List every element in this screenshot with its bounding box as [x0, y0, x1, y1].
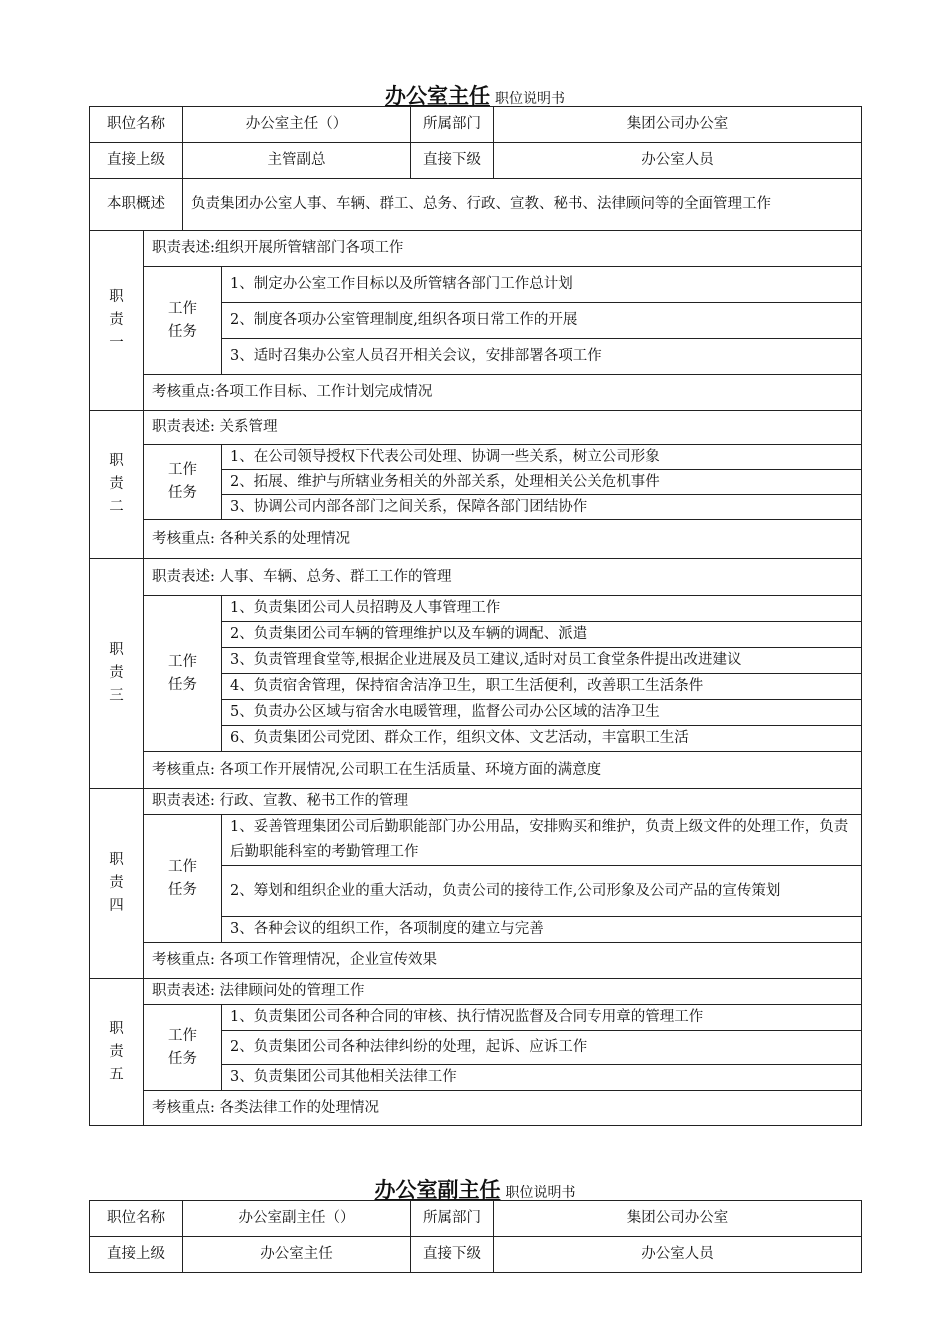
doc2-department-label: 所属部门 — [411, 1201, 494, 1237]
duty-3-task-3: 3、负责管理食堂等,根据企业进展及员工建议,适时对员工食堂条件提出改进建议 — [222, 648, 862, 674]
duty-5-task-label: 工作 任务 — [144, 1005, 222, 1091]
position-name-value: 办公室主任（） — [183, 107, 411, 143]
duty-1-task-3: 3、适时召集办公室人员召开相关会议，安排部署各项工作 — [222, 339, 862, 375]
duty-2-description: 职责表述: 关系管理 — [144, 411, 862, 445]
doc1-table — [89, 106, 862, 1126]
duty-2-task-1: 1、在公司领导授权下代表公司处理、协调一些关系，树立公司形象 — [222, 445, 862, 470]
duty-1-task-1: 1、制定办公室工作目标以及所管辖各部门工作总计划 — [222, 267, 862, 303]
duty-3-task-6: 6、负责集团公司党团、群众工作，组织文体、文艺活动，丰富职工生活 — [222, 726, 862, 752]
summary-value: 负责集团办公室人事、车辆、群工、总务、行政、宣教、秘书、法律顾问等的全面管理工作 — [183, 179, 862, 231]
doc1-title-sub: 职位说明书 — [495, 91, 566, 107]
duty-2-kpi: 考核重点: 各种关系的处理情况 — [144, 520, 862, 559]
duty-3-task-label: 工作 任务 — [144, 596, 222, 752]
doc2-table — [89, 1200, 862, 1273]
doc2-position-name-value: 办公室副主任（） — [183, 1201, 411, 1237]
duty-1-kpi: 考核重点:各项工作目标、工作计划完成情况 — [144, 375, 862, 411]
duty-3-task-2: 2、负责集团公司车辆的管理维护以及车辆的调配、派遣 — [222, 622, 862, 648]
doc2-title-main: 办公室副主任 — [374, 1177, 501, 1202]
duty-1-label: 职 责 一 — [90, 231, 144, 411]
doc2-subordinate-label: 直接下级 — [411, 1237, 494, 1273]
position-name-label: 职位名称 — [90, 107, 183, 143]
duty-1-description: 职责表述:组织开展所管辖部门各项工作 — [144, 231, 862, 267]
duty-2-task-3: 3、协调公司内部各部门之间关系，保障各部门团结协作 — [222, 495, 862, 520]
duty-4-kpi: 考核重点: 各项工作管理情况，企业宣传效果 — [144, 943, 862, 979]
superior-value: 主管副总 — [183, 143, 411, 179]
duty-4-task-3: 3、各种会议的组织工作，各项制度的建立与完善 — [222, 917, 862, 943]
duty-1-task-2: 2、制度各项办公室管理制度,组织各项日常工作的开展 — [222, 303, 862, 339]
doc2-subordinate-value: 办公室人员 — [494, 1237, 862, 1273]
doc2-department-value: 集团公司办公室 — [494, 1201, 862, 1237]
duty-5-label: 职 责 五 — [90, 979, 144, 1126]
subordinate-label: 直接下级 — [411, 143, 494, 179]
duty-4-label: 职 责 四 — [90, 789, 144, 979]
doc2-superior-label: 直接上级 — [90, 1237, 183, 1273]
duty-5-task-2: 2、负责集团公司各种法律纠纷的处理，起诉、应诉工作 — [222, 1031, 862, 1065]
duty-5-kpi: 考核重点: 各类法律工作的处理情况 — [144, 1091, 862, 1126]
duty-2-label: 职 责 二 — [90, 411, 144, 559]
duty-3-task-4: 4、负责宿舍管理，保持宿舍洁净卫生，职工生活便利，改善职工生活条件 — [222, 674, 862, 700]
department-value: 集团公司办公室 — [494, 107, 862, 143]
duty-3-label: 职 责 三 — [90, 559, 144, 789]
superior-label: 直接上级 — [90, 143, 183, 179]
duty-1-task-label: 工作 任务 — [144, 267, 222, 375]
duty-5-task-1: 1、负责集团公司各种合同的审核、执行情况监督及合同专用章的管理工作 — [222, 1005, 862, 1031]
summary-label: 本职概述 — [90, 179, 183, 231]
duty-4-description: 职责表述: 行政、宣教、秘书工作的管理 — [144, 789, 862, 815]
doc1-title-main: 办公室主任 — [384, 83, 490, 108]
duty-5-description: 职责表述: 法律顾问处的管理工作 — [144, 979, 862, 1005]
duty-2-task-2: 2、拓展、维护与所辖业务相关的外部关系，处理相关公关危机事件 — [222, 470, 862, 495]
duty-5-task-3: 3、负责集团公司其他相关法律工作 — [222, 1065, 862, 1091]
doc2-superior-value: 办公室主任 — [183, 1237, 411, 1273]
duty-3-task-1: 1、负责集团公司人员招聘及人事管理工作 — [222, 596, 862, 622]
doc2-title-sub: 职位说明书 — [505, 1185, 576, 1201]
subordinate-value: 办公室人员 — [494, 143, 862, 179]
duty-3-kpi: 考核重点: 各项工作开展情况,公司职工在生活质量、环境方面的满意度 — [144, 752, 862, 789]
doc2-position-name-label: 职位名称 — [90, 1201, 183, 1237]
duty-4-task-2: 2、筹划和组织企业的重大活动，负责公司的接待工作,公司形象及公司产品的宣传策划 — [222, 866, 862, 917]
duty-2-task-label: 工作 任务 — [144, 445, 222, 520]
duty-3-description: 职责表述: 人事、车辆、总务、群工工作的管理 — [144, 559, 862, 596]
duty-4-task-label: 工作 任务 — [144, 815, 222, 943]
duty-3-task-5: 5、负责办公区域与宿舍水电暖管理，监督公司办公区域的洁净卫生 — [222, 700, 862, 726]
department-label: 所属部门 — [411, 107, 494, 143]
duty-4-task-1: 1、妥善管理集团公司后勤职能部门办公用品，安排购买和维护，负责上级文件的处理工作，负责后勤职能科室的考勤管理工作 — [222, 815, 862, 866]
